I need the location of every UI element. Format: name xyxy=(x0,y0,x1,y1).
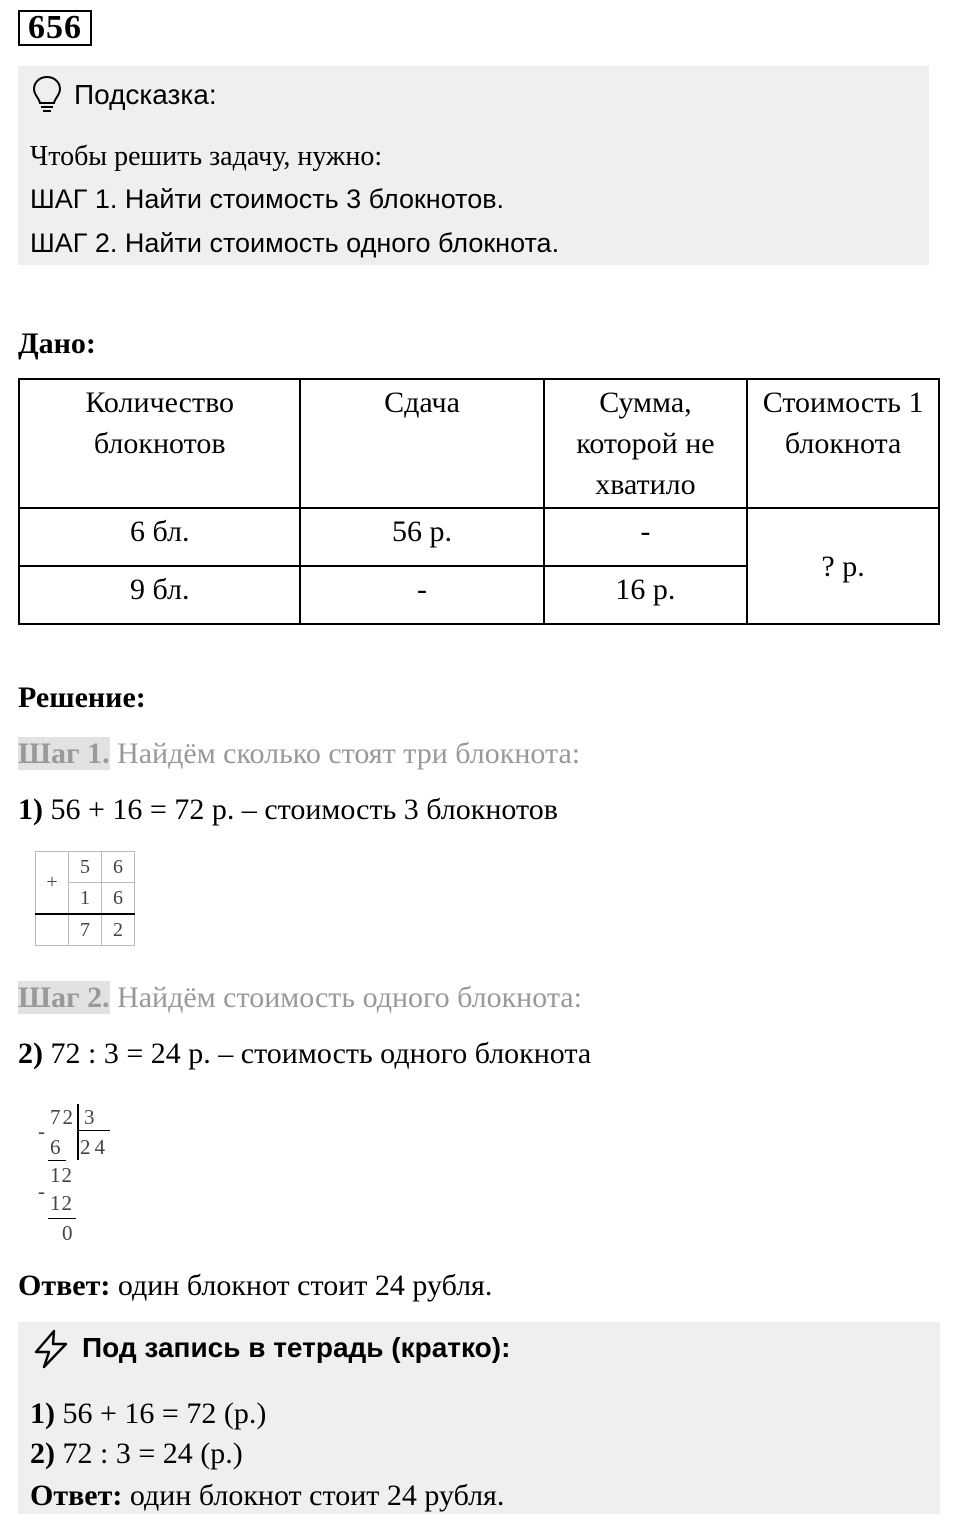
answer xyxy=(18,1268,492,1304)
header-price: Стоимость 1 блокнота xyxy=(747,379,939,508)
task-number: 656 xyxy=(18,10,92,46)
notes-title: Под запись в тетрадь (кратко): xyxy=(82,1332,511,1363)
step-2-heading xyxy=(18,980,582,1016)
notes-answer-text: один блокнот стоит 24 рубля. xyxy=(129,1479,505,1512)
hint-step-2 xyxy=(30,226,559,260)
remainder-1: 12 xyxy=(50,1163,73,1187)
digit: 5 xyxy=(69,852,102,883)
step-2-text: Найдём стоимость одного блокнота: xyxy=(117,981,582,1014)
digit: 7 xyxy=(69,914,102,946)
lightbulb-icon xyxy=(30,74,64,114)
hint-step-1-label: ШАГ 1. xyxy=(30,184,118,214)
divisor-underline xyxy=(78,1130,110,1131)
plus-sign: + xyxy=(36,852,69,915)
header-shortage: Сумма, которой не хватило xyxy=(544,379,748,508)
digit: 6 xyxy=(102,883,135,915)
given-table xyxy=(18,378,940,625)
divisor: 3 xyxy=(84,1105,95,1129)
hint-step-1 xyxy=(30,182,504,216)
subtrahend-1: 6 xyxy=(50,1135,61,1159)
action-1 xyxy=(18,792,558,828)
remainder-2: 0 xyxy=(62,1221,73,1245)
action-2-text: 72 : 3 = 24 р. – стоимость одного блокнота xyxy=(50,1037,592,1070)
table-header-row xyxy=(19,379,939,508)
action-2 xyxy=(18,1036,591,1072)
digit: 6 xyxy=(102,852,135,883)
action-1-text: 56 + 16 = 72 р. – стоимость 3 блокнотов xyxy=(50,793,558,826)
minus-sign: - xyxy=(38,1179,45,1203)
notes-line-2 xyxy=(30,1436,243,1472)
subtraction-line xyxy=(48,1218,76,1219)
unknown-price-cell: ? р. xyxy=(747,508,939,624)
dividend: 72 xyxy=(50,1105,75,1129)
digit: 2 xyxy=(102,914,135,946)
answer-text: один блокнот стоит 24 рубля. xyxy=(117,1269,493,1302)
table-cell: - xyxy=(544,508,748,566)
step-2-label: Шаг 2. xyxy=(18,981,110,1014)
table-cell: 9 бл. xyxy=(19,566,300,624)
step-1-label: Шаг 1. xyxy=(18,737,110,770)
answer-label: Ответ: xyxy=(18,1269,111,1302)
hint-step-2-label: ШАГ 2. xyxy=(30,228,118,258)
table-cell: 56 р. xyxy=(300,508,543,566)
table-cell: 6 бл. xyxy=(19,508,300,566)
notes-line-1 xyxy=(30,1396,266,1432)
notes-line-1-text: 56 + 16 = 72 (р.) xyxy=(62,1397,267,1430)
hint-step-2-text: Найти стоимость одного блокнота. xyxy=(124,228,560,258)
table-cell: - xyxy=(300,566,543,624)
action-1-number: 1) xyxy=(18,793,43,826)
lightning-icon xyxy=(30,1328,72,1370)
header-count: Количество блокнотов xyxy=(19,379,300,508)
column-addition xyxy=(35,851,135,946)
notes-answer xyxy=(30,1478,504,1514)
given-heading: Дано: xyxy=(18,327,96,360)
minus-sign: - xyxy=(38,1119,45,1143)
notes-line-2-number: 2) xyxy=(30,1437,55,1470)
hint-step-1-text: Найти стоимость 3 блокнотов. xyxy=(124,184,505,214)
table-cell: 16 р. xyxy=(544,566,748,624)
empty-cell xyxy=(36,914,69,946)
notes-answer-label: Ответ: xyxy=(30,1479,123,1512)
table-row xyxy=(19,508,939,566)
quotient: 24 xyxy=(80,1135,109,1159)
header-change: Сдача xyxy=(300,379,543,508)
step-1-heading xyxy=(18,736,580,772)
long-division xyxy=(36,1100,126,1250)
division-vertical-line xyxy=(77,1104,79,1160)
notes-line-2-text: 72 : 3 = 24 (р.) xyxy=(62,1437,243,1470)
action-2-number: 2) xyxy=(18,1037,43,1070)
digit: 1 xyxy=(69,883,102,915)
hint-intro: Чтобы решить задачу, нужно: xyxy=(30,141,383,172)
solution-heading: Решение: xyxy=(18,681,146,714)
subtraction-line xyxy=(48,1160,66,1161)
step-1-text: Найдём сколько стоят три блокнота: xyxy=(117,737,581,770)
hint-title: Подсказка: xyxy=(74,79,217,110)
subtrahend-2: 12 xyxy=(50,1191,73,1215)
notes-line-1-number: 1) xyxy=(30,1397,55,1430)
